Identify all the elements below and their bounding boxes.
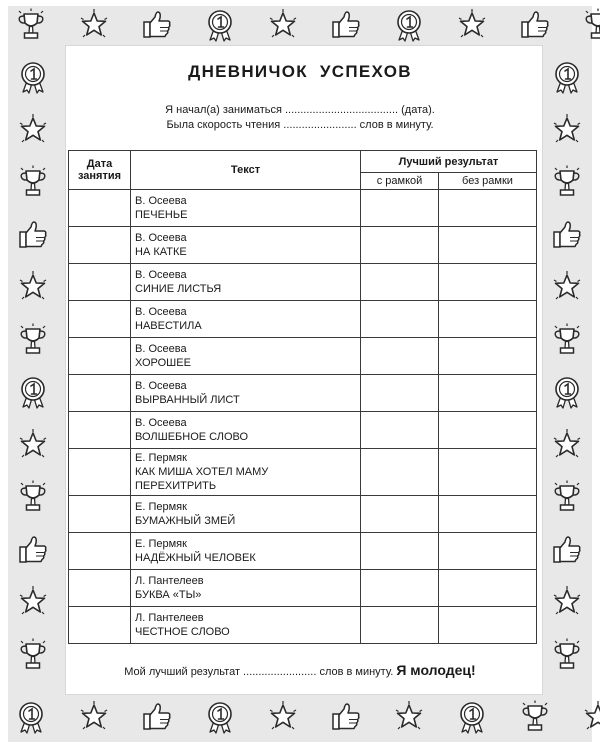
story-title: БУМАЖНЫЙ ЗМЕЙ [135, 515, 236, 527]
date-cell[interactable] [69, 338, 131, 375]
without-frame-cell[interactable] [439, 375, 537, 412]
star-icon [392, 700, 426, 734]
author-name: В. Осеева [135, 195, 187, 207]
trophy-icon [581, 8, 600, 42]
star-icon [16, 428, 50, 462]
text-cell [131, 533, 361, 570]
thumbs-up-icon [550, 218, 584, 252]
table-body [69, 190, 537, 644]
text-cell [131, 227, 361, 264]
author-name: Е. Пермяк [135, 501, 187, 513]
text-cell [131, 264, 361, 301]
with-frame-cell[interactable] [361, 607, 439, 644]
text-cell [131, 301, 361, 338]
medal-icon [16, 375, 50, 409]
without-frame-cell[interactable] [439, 607, 537, 644]
with-frame-cell[interactable] [361, 190, 439, 227]
thumbs-up-icon [329, 8, 363, 42]
medal-icon [203, 700, 237, 734]
date-cell[interactable] [69, 496, 131, 533]
medal-icon [550, 375, 584, 409]
table-row [69, 496, 537, 533]
medal-icon [455, 700, 489, 734]
date-cell[interactable] [69, 190, 131, 227]
story-title: ХОРОШЕЕ [135, 357, 191, 369]
trophy-icon [518, 700, 552, 734]
medal-icon [14, 700, 48, 734]
with-frame-header: с рамкой [361, 173, 439, 190]
without-frame-header: без рамки [439, 173, 537, 190]
text-cell [131, 338, 361, 375]
text-cell [131, 190, 361, 227]
date-cell[interactable] [69, 533, 131, 570]
author-name: В. Осеева [135, 380, 187, 392]
intro-text [0, 103, 600, 133]
star-icon [77, 700, 111, 734]
star-icon [266, 700, 300, 734]
author-name: В. Осеева [135, 343, 187, 355]
thumbs-up-icon [329, 700, 363, 734]
author-name: В. Осеева [135, 306, 187, 318]
star-icon [581, 700, 600, 734]
without-frame-cell[interactable] [439, 412, 537, 449]
story-title: БУКВА «ТЫ» [135, 589, 202, 601]
trophy-icon [16, 323, 50, 357]
table-row [69, 338, 537, 375]
thumbs-up-icon [518, 8, 552, 42]
star-icon [550, 270, 584, 304]
date-cell[interactable] [69, 264, 131, 301]
date-header: Дата занятия [69, 151, 131, 190]
story-title: НА КАТКЕ [135, 246, 187, 258]
author-name: В. Осеева [135, 232, 187, 244]
thumbs-up-icon [140, 8, 174, 42]
trophy-icon [550, 480, 584, 514]
author-name: Л. Пантелеев [135, 575, 204, 587]
star-icon [77, 8, 111, 42]
table-row [69, 412, 537, 449]
with-frame-cell[interactable] [361, 533, 439, 570]
with-frame-cell[interactable] [361, 301, 439, 338]
thumbs-up-icon [140, 700, 174, 734]
table-row [69, 190, 537, 227]
with-frame-cell[interactable] [361, 449, 439, 496]
thumbs-up-icon [550, 533, 584, 567]
story-title: НАДЁЖНЫЙ ЧЕЛОВЕК [135, 552, 256, 564]
without-frame-cell[interactable] [439, 227, 537, 264]
date-cell[interactable] [69, 227, 131, 264]
with-frame-cell[interactable] [361, 338, 439, 375]
author-name: В. Осеева [135, 269, 187, 281]
table-row [69, 570, 537, 607]
trophy-icon [14, 8, 48, 42]
trophy-icon [16, 165, 50, 199]
page-title: ДНЕВНИЧОК УСПЕХОВ [188, 62, 412, 81]
with-frame-cell[interactable] [361, 412, 439, 449]
author-name: В. Осеева [135, 417, 187, 429]
with-frame-cell[interactable] [361, 496, 439, 533]
star-icon [16, 270, 50, 304]
trophy-icon [550, 323, 584, 357]
start-date-line: Я начал(а) заниматься ..................................... (дата). [165, 104, 435, 116]
with-frame-cell[interactable] [361, 375, 439, 412]
best-result-line: Мой лучший результат ........................ слов в минуту. [124, 666, 397, 678]
story-title: КАК МИША ХОТЕЛ МАМУ ПЕРЕХИТРИТЬ [135, 466, 269, 492]
author-name: Л. Пантелеев [135, 612, 204, 624]
table-row [69, 264, 537, 301]
table-row [69, 301, 537, 338]
with-frame-cell[interactable] [361, 570, 439, 607]
table-row [69, 227, 537, 264]
story-title: ЧЕСТНОЕ СЛОВО [135, 626, 230, 638]
date-cell[interactable] [69, 375, 131, 412]
text-header: Текст [131, 151, 361, 190]
without-frame-cell[interactable] [439, 496, 537, 533]
without-frame-cell[interactable] [439, 301, 537, 338]
footer-line [0, 662, 600, 678]
text-cell [131, 412, 361, 449]
date-cell[interactable] [69, 570, 131, 607]
author-name: Е. Пермяк [135, 452, 187, 464]
story-title: СИНИЕ ЛИСТЬЯ [135, 283, 222, 295]
without-frame-cell[interactable] [439, 190, 537, 227]
date-cell[interactable] [69, 449, 131, 496]
without-frame-cell[interactable] [439, 338, 537, 375]
without-frame-cell[interactable] [439, 264, 537, 301]
text-cell [131, 375, 361, 412]
star-icon [550, 585, 584, 619]
date-cell[interactable] [69, 607, 131, 644]
text-cell [131, 607, 361, 644]
table-row [69, 607, 537, 644]
star-icon [266, 8, 300, 42]
trophy-icon [550, 165, 584, 199]
without-frame-cell[interactable] [439, 533, 537, 570]
progress-table [68, 150, 537, 644]
praise-text: Я молодец! [396, 662, 476, 678]
table-row [69, 375, 537, 412]
thumbs-up-icon [16, 533, 50, 567]
medal-icon [203, 8, 237, 42]
date-cell[interactable] [69, 301, 131, 338]
trophy-icon [16, 480, 50, 514]
with-frame-cell[interactable] [361, 264, 439, 301]
text-cell [131, 496, 361, 533]
date-cell[interactable] [69, 412, 131, 449]
text-cell [131, 570, 361, 607]
with-frame-cell[interactable] [361, 227, 439, 264]
star-icon [455, 8, 489, 42]
star-icon [550, 428, 584, 462]
story-title: НАВЕСТИЛА [135, 320, 202, 332]
text-cell [131, 449, 361, 496]
story-title: ВЫРВАННЫЙ ЛИСТ [135, 394, 240, 406]
thumbs-up-icon [16, 218, 50, 252]
story-title: ПЕЧЕНЬЕ [135, 209, 188, 221]
medal-icon [392, 8, 426, 42]
best-result-header: Лучший результат [361, 151, 537, 173]
without-frame-cell[interactable] [439, 449, 537, 496]
table-row [69, 449, 537, 496]
without-frame-cell[interactable] [439, 570, 537, 607]
table-row [69, 533, 537, 570]
story-title: ВОЛШЕБНОЕ СЛОВО [135, 431, 249, 443]
author-name: Е. Пермяк [135, 538, 187, 550]
star-icon [16, 585, 50, 619]
reading-speed-line: Была скорость чтения ........................ слов в минуту. [166, 119, 434, 131]
